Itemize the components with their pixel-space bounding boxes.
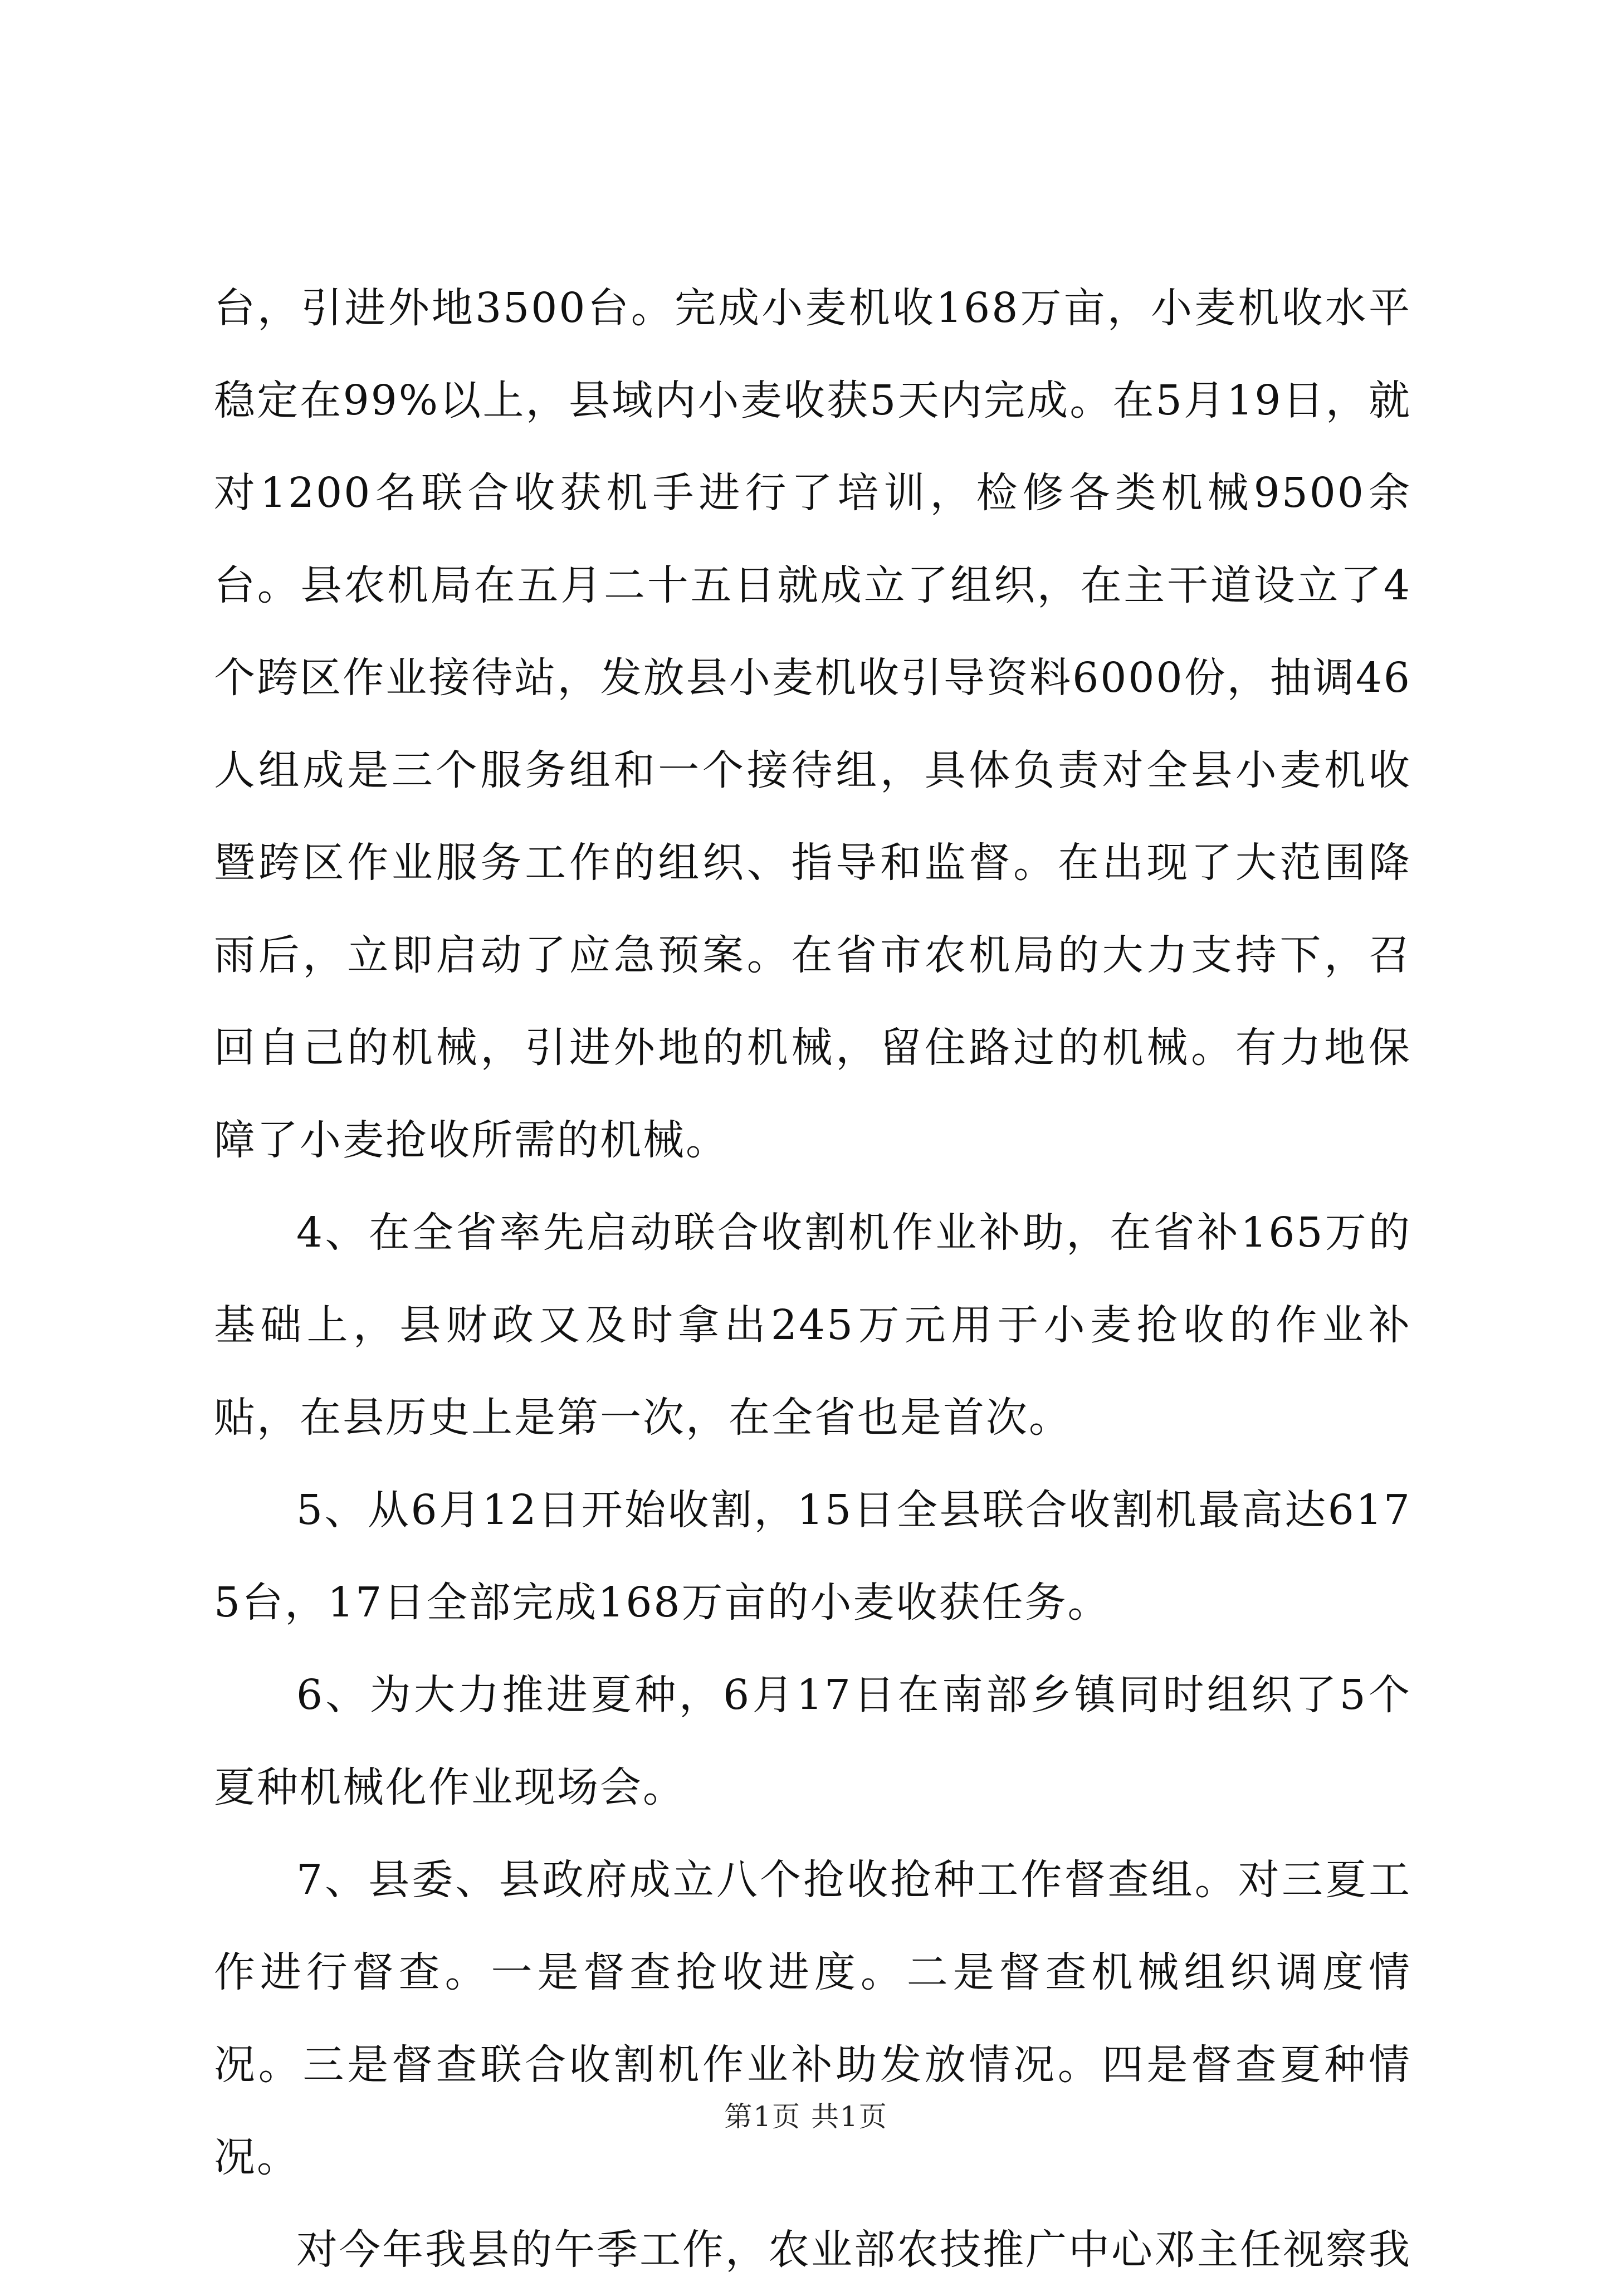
paragraph-item-5: 5、从6月12日开始收割，15日全县联合收割机最高达6175台，17日全部完成168万亩的小麦收获任务。 [214, 1486, 1411, 1626]
paragraph-item-7: 7、县委、县政府成立八个抢收抢种工作督查组。对三夏工作进行督查。一是督查抢收进度。二是督查机械组织调度情况。三是督查联合收割机作业补助发放情况。四是督查夏种情况。 [214, 1856, 1411, 2181]
page-footer: 第1页 共1页 [724, 2100, 888, 2133]
paragraph-item-6: 6、为大力推进夏种，6月17日在南部乡镇同时组织了5个夏种机械化作业现场会。 [214, 1671, 1411, 1811]
paragraph-summary: 对今年我县的午季工作，农业部农技推广中心邓主任视察我 [296, 2226, 1411, 2274]
document-body [214, 262, 1411, 2296]
paragraph-continued: 台，引进外地3500台。完成小麦机收168万亩，小麦机收水平稳定在99%以上，县域内小麦收获5天内完成。在5月19日，就对1200名联合收获机手进行了培训，检修各类机械9500余台。县农机局在五月二十五日就成立了组织，在主干道设立了4个跨区作业接待站，发放县小麦机收引导资料6000份，抽调46人组成是三个服务组和一个接待组，具体负责对全县小麦机收暨跨区作业服务工作的组织、指导和监督。在出现了大范围降雨后，立即启动了应急预案。在省市农机局的大力支持下，召回自己的机械，引进外地的机械，留住路过的机械。有力地保障了小麦抢收所需的机械。 [214, 284, 1411, 1164]
paragraph-item-4: 4、在全省率先启动联合收割机作业补助，在省补165万的基础上，县财政又及时拿出245万元用于小麦抢收的作业补贴，在县历史上是第一次，在全省也是首次。 [214, 1209, 1411, 1442]
